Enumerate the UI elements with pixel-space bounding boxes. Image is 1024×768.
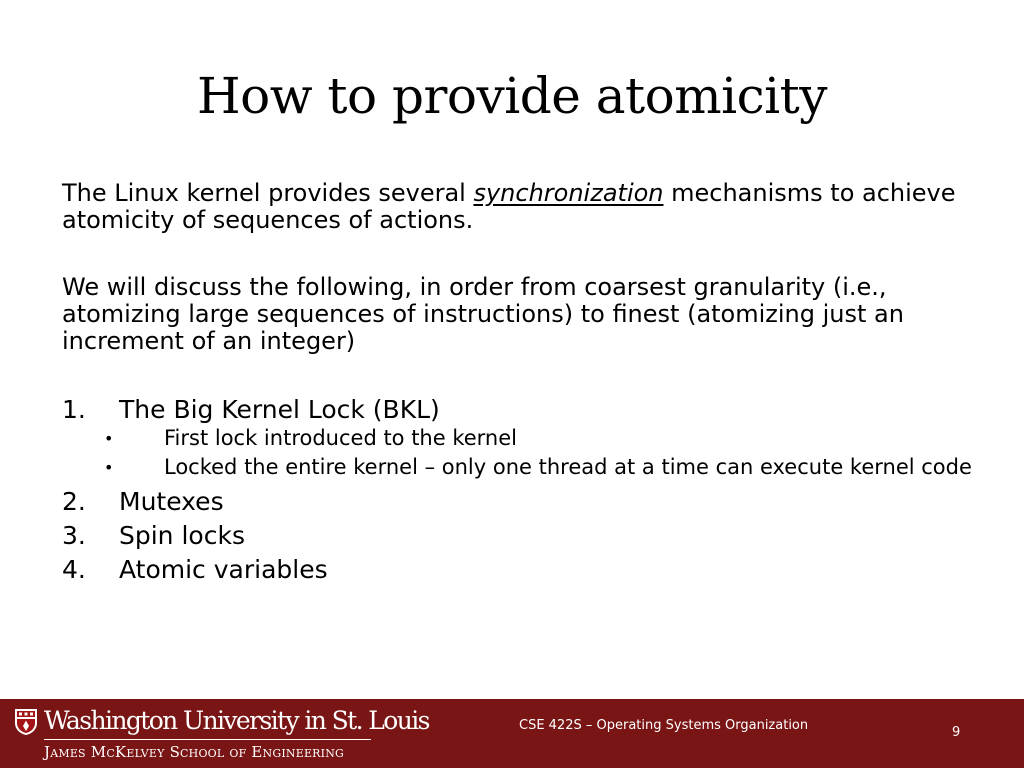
sub-list-item-text: Locked the entire kernel – only one thread at a time can execute kernel code xyxy=(164,455,972,479)
slide-title: How to provide atomicity xyxy=(197,67,827,125)
paragraph-synchronization xyxy=(62,180,982,234)
page-number: 9 xyxy=(952,725,961,740)
list-item-text: Atomic variables xyxy=(119,555,328,584)
course-name: CSE 422S – Operating Systems Organization xyxy=(519,718,809,733)
university-shield-icon xyxy=(14,708,38,736)
paragraph-text-before: The Linux kernel provides several xyxy=(62,179,474,207)
numbered-list xyxy=(62,393,982,587)
sub-list xyxy=(62,427,982,479)
bullet-icon: • xyxy=(104,458,114,477)
sub-list-item xyxy=(62,456,982,479)
logo-divider xyxy=(44,739,371,740)
sub-list-item-text: First lock introduced to the kernel xyxy=(164,426,518,450)
list-item-mutexes xyxy=(62,485,982,519)
slide-body xyxy=(62,180,982,587)
bullet-icon: • xyxy=(104,429,114,448)
list-number: 1. xyxy=(62,395,86,424)
list-number: 2. xyxy=(62,487,86,516)
emphasis-synchronization: synchronization xyxy=(473,179,664,207)
logo-university-name: Washington University in St. Louis xyxy=(44,706,429,735)
list-item-bkl xyxy=(62,393,982,427)
list-item-spin-locks xyxy=(62,519,982,553)
paragraph-text-after: mechanisms to achieve atomicity of sequences of actions. xyxy=(62,179,956,234)
list-item-atomic-variables xyxy=(62,553,982,587)
list-item-text: The Big Kernel Lock (BKL) xyxy=(119,395,440,424)
paragraph-discussion: We will discuss the following, in order from coarsest granularity (i.e., atomizing large sequences of instructions) to finest (atomizing just an increment of an integer) xyxy=(62,273,904,355)
list-number: 4. xyxy=(62,555,86,584)
logo-school-name: James McKelvey School of Engineering xyxy=(44,743,345,761)
list-item-text: Mutexes xyxy=(119,487,224,516)
list-number: 3. xyxy=(62,521,86,550)
sub-list-item xyxy=(62,427,982,450)
list-item-text: Spin locks xyxy=(119,521,245,550)
footer-bar xyxy=(0,699,1024,768)
university-logo xyxy=(14,705,429,763)
